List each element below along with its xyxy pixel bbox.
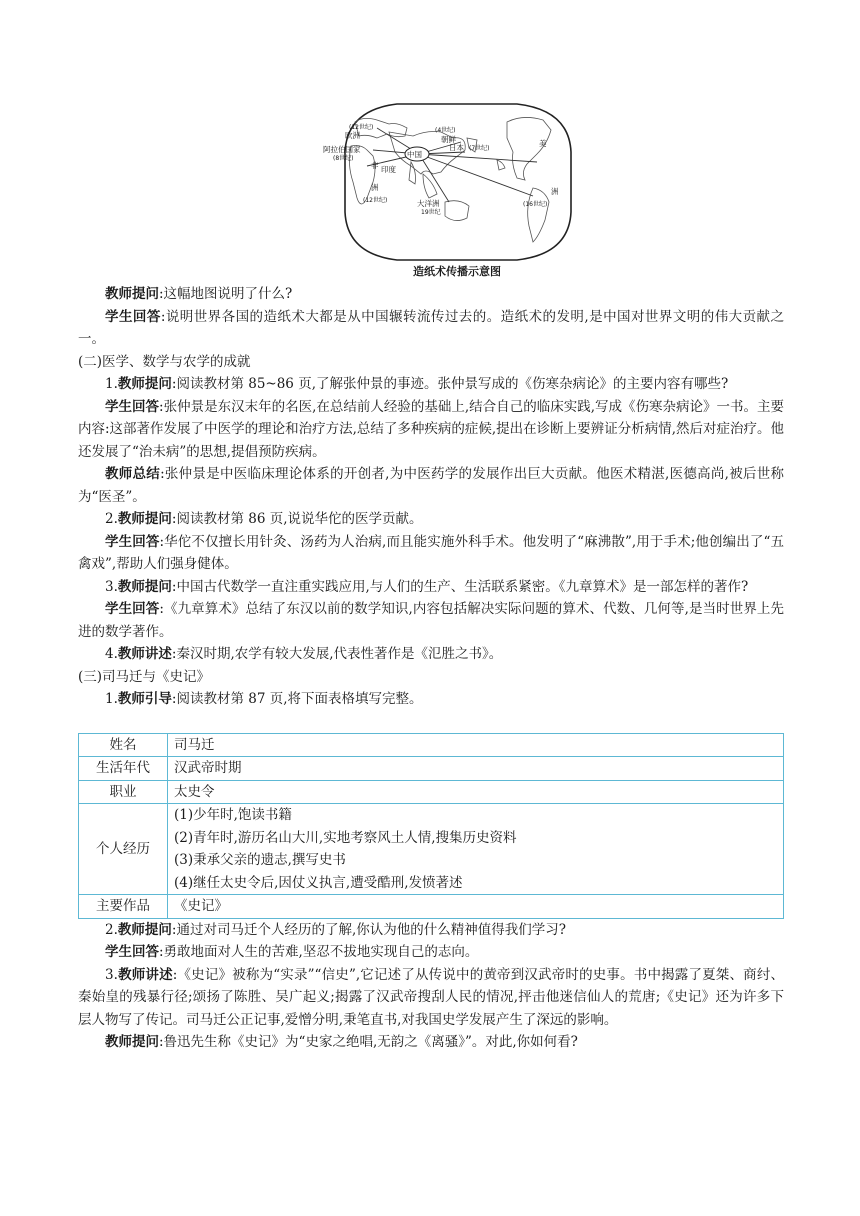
label-korea-century: (4世纪) [435, 127, 456, 134]
item-number: 3. [105, 578, 118, 595]
speaker-tag: 学生回答 [105, 944, 159, 960]
table-label: 生活年代 [79, 757, 168, 781]
dialogue-paragraph [78, 576, 784, 599]
document-body [78, 283, 784, 1054]
teacher-guide: 1.教师引导:阅读教材第 87 页,将下面表格填写完整。 [105, 691, 423, 707]
speaker-tag: 教师提问 [117, 376, 172, 392]
label-europe: 欧洲 [345, 131, 360, 140]
dialogue-paragraph [78, 919, 784, 942]
paragraph-text: :中国古代数学一直注重实践应用,与人们的生产、生活联系紧密。《九章算术》是一部怎样的著作? [171, 578, 749, 595]
paragraph-text: :《史记》被称为“实录”“信史”,它记述了从传说中的黄帝到汉武帝时的史事。书中揭露了夏桀、商纣、秦始皇的残暴行径;颂扬了陈胜、吴广起义;揭露了汉武帝搜刮人民的情况,抨击他迷信仙人的荒唐;《史记》还为许多下层人物写了传记。司马迁公正记事,爱憎分明,秉笔直书,对我国史学发展产生了深远的影响。 [78, 966, 785, 1028]
map-caption: 造纸术传播示意图 [413, 265, 501, 278]
dialogue-paragraph [78, 643, 784, 666]
experience-line: (3)秉承父亲的遗志,撰写史书 [174, 852, 346, 868]
paragraph-text: :《九章算术》总结了东汉以前的数学知识,内容包括解决实际问题的算术、代数、几何等,是当时世界上先进的数学著作。 [78, 601, 784, 640]
dialogue-paragraph [78, 964, 784, 1032]
dialogue-paragraph [78, 508, 784, 531]
speaker-tag: 学生回答 [105, 601, 160, 617]
label-arab: 阿拉伯国家 [323, 145, 361, 154]
paragraph-text: :张仲景是中医临床理论体系的开创者,为中医药学的发展作出巨大贡献。他医术精湛,医德高尚,被后世称为“医圣”。 [78, 466, 785, 505]
speaker-tag: 教师提问 [117, 578, 172, 595]
paragraph-text: :通过对司马迁个人经历的了解,你认为他的什么精神值得我们学习? [171, 921, 566, 938]
section-heading-medicine: (二)医学、数学与农学的成就 [78, 353, 251, 370]
table-row [79, 895, 784, 919]
spacer [78, 711, 784, 733]
experience-line: (1)少年时,饱读书籍 [174, 807, 292, 823]
label-america-1: 美 [539, 139, 547, 148]
section-heading-sima-qian: (三)司马迁与《史记》 [78, 668, 211, 685]
section-sima-qian-items [78, 919, 784, 1054]
section-medicine-items [78, 373, 784, 666]
item-number: 1. [105, 376, 118, 392]
speaker-tag: 教师讲述 [117, 966, 173, 983]
label-america-2: 洲 [551, 187, 559, 196]
table-row [79, 733, 784, 757]
dialogue-paragraph [78, 396, 784, 464]
table-value: 汉武帝时期 [168, 757, 784, 781]
label-india: 印度 [381, 165, 396, 174]
dialogue-paragraph [78, 373, 784, 396]
table-value: 《史记》 [168, 895, 784, 919]
table-label: 职业 [79, 780, 168, 804]
speaker-tag: 学生回答 [105, 398, 160, 415]
speaker-tag: 教师提问 [117, 511, 172, 527]
paragraph-text: :华佗不仅擅长用针灸、汤药为人治病,而且能实施外科手术。他发明了“麻沸散”,用于手术;他创编出了“五禽戏”,帮助人们强身健体。 [78, 533, 785, 572]
table-value [168, 804, 784, 895]
label-china: 中国 [407, 150, 422, 159]
table-value: 太史令 [168, 780, 784, 804]
label-europe-century: (12世纪) [349, 124, 374, 131]
table-label: 主要作品 [79, 895, 168, 919]
item-number: 4. [105, 646, 118, 662]
table-label: 姓名 [79, 733, 168, 757]
table-value: 司马迁 [168, 733, 784, 757]
speaker-tag: 教师提问 [105, 1034, 159, 1050]
label-africa-century: (12世纪) [363, 197, 388, 204]
dialogue-paragraph [78, 598, 784, 643]
label-oceania-century: 19世纪 [421, 209, 441, 216]
label-africa-1: 非 [371, 161, 379, 170]
teacher-question: 教师提问:这幅地图说明了什么? [105, 286, 293, 302]
item-number: 2. [105, 511, 118, 527]
table-row [79, 757, 784, 781]
table-row [79, 804, 784, 895]
label-japan-century: (7世纪) [469, 145, 490, 152]
label-america-century: (16世纪) [523, 201, 548, 208]
speaker-tag: 教师总结 [105, 466, 161, 482]
student-answer: 学生回答:说明世界各国的造纸术大都是从中国辗转流传过去的。造纸术的发明,是中国对世界文明的伟大贡献之一。 [78, 308, 784, 347]
paragraph-text: :阅读教材第 86 页,说说华佗的医学贡献。 [171, 511, 423, 527]
dialogue-paragraph [78, 531, 784, 576]
label-japan: 日本 [449, 143, 464, 152]
paragraph-text: :张仲景是东汉末年的名医,在总结前人经验的基础上,结合自己的临床实践,写成《伤寒杂病论》一书。主要内容:这部著作发展了中医学的理论和治疗方法,总结了多种疾病的症候,提出在诊断上要辨证分析病情,然后对症治疗。他还发展了“治未病”的思想,提倡预防疾病。 [78, 398, 785, 460]
speaker-tag: 教师讲述 [117, 646, 172, 662]
world-map [323, 102, 577, 262]
label-africa-2: 洲 [371, 183, 379, 192]
item-number: 2. [105, 921, 118, 938]
table-row [79, 780, 784, 804]
label-oceania: 大洋洲 [417, 199, 440, 208]
dialogue-paragraph [78, 1031, 784, 1054]
label-korea: 朝鲜 [441, 135, 456, 144]
speaker-tag: 教师提问 [117, 921, 172, 938]
paragraph-text: :鲁迅先生称《史记》为“史家之绝唱,无韵之《离骚》”。对此,你如何看? [159, 1034, 578, 1050]
paragraph-text: :阅读教材第 85~86 页,了解张仲景的事迹。张仲景写成的《伤寒杂病论》的主要内容有哪些? [171, 376, 729, 392]
speaker-tag: 学生回答 [105, 533, 160, 550]
dialogue-paragraph [78, 463, 784, 508]
paragraph-text: :秦汉时期,农学有较大发展,代表性著作是《氾胜之书》。 [171, 646, 503, 662]
paragraph-text: :勇敢地面对人生的苦难,坚忍不拔地实现自己的志向。 [159, 944, 479, 960]
item-number: 3. [105, 966, 118, 983]
label-arab-century: (8世纪) [333, 155, 354, 162]
dialogue-paragraph [78, 941, 784, 964]
experience-line: (4)继任太史令后,因仗义执言,遭受酷刑,发愤著述 [174, 874, 463, 891]
experience-line: (2)青年时,游历名山大川,实地考察风土人情,搜集历史资料 [174, 829, 517, 846]
sima-qian-table [78, 733, 784, 919]
paper-spread-map-figure [323, 102, 577, 279]
table-label: 个人经历 [79, 804, 168, 895]
